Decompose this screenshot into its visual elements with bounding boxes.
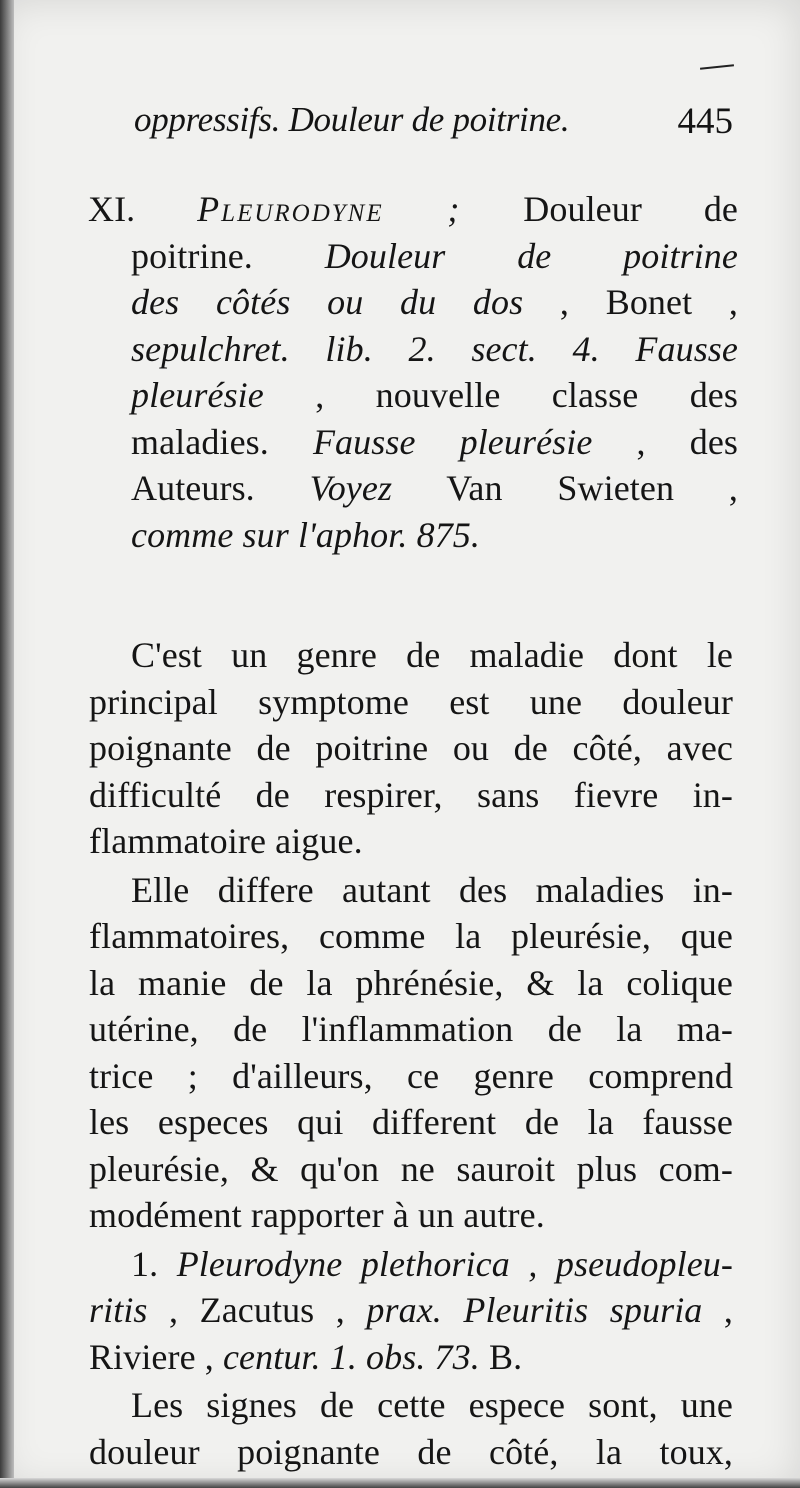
heading-text: , nouvelle classe des	[263, 375, 738, 415]
paragraph-line: difficulté de respirer, sans fievre in-	[89, 774, 733, 815]
heading-text: maladies.	[131, 421, 313, 462]
heading-line	[88, 186, 738, 233]
heading-text: Auteurs.	[131, 468, 310, 508]
species-text: ,	[702, 1290, 733, 1330]
species-citation: Pleurodyne plethorica , pseudopleu-	[176, 1243, 733, 1284]
paragraph-line: douleur poignante de côté, la toux,	[89, 1431, 733, 1472]
heading-text: Douleur de	[461, 189, 738, 229]
paragraph-line: poignante de poitrine ou de côté, avec	[89, 728, 733, 768]
species-line	[89, 1287, 733, 1334]
heading-line	[88, 233, 738, 280]
paragraph-line: principal symptome est une douleur	[89, 681, 733, 722]
disease-name: Pleurodyne ;	[197, 189, 462, 229]
running-title: oppressifs. Douleur de poitrine.	[134, 100, 570, 139]
ink-mark	[700, 64, 734, 70]
paragraph-line: la manie de la phrénésie, & la colique	[89, 962, 733, 1003]
article-heading	[88, 186, 738, 558]
paragraph-line: utérine, de l'inflammation de la ma-	[89, 1009, 733, 1049]
species-citation: prax. Pleuritis spuria	[366, 1290, 703, 1330]
paragraph-line: flammatoires, comme la pleurésie, que	[89, 916, 733, 956]
species-text: , Zacutus ,	[147, 1290, 367, 1330]
heading-line	[88, 419, 738, 466]
article-number: XI.	[88, 189, 198, 229]
heading-citation: Douleur de poitrine	[324, 235, 738, 276]
page-bottom-edge	[0, 1478, 800, 1488]
paragraph-line: Les signes de cette espece sont, une	[131, 1385, 733, 1425]
page-left-edge	[0, 0, 14, 1488]
heading-text: poitrine.	[131, 235, 325, 276]
species-line	[89, 1241, 733, 1288]
paragraph-line: modément rapporter à un autre.	[89, 1195, 545, 1235]
heading-citation: Voyez	[309, 468, 393, 508]
page-number: 445	[677, 101, 733, 142]
heading-line	[88, 372, 738, 419]
species-text: Riviere ,	[89, 1336, 223, 1377]
paragraph-line: flammatoire aigue.	[89, 821, 363, 861]
heading-citation: des côtés ou du dos	[131, 282, 524, 322]
species-citation: ritis	[89, 1290, 148, 1330]
heading-text: Van Swieten ,	[392, 468, 738, 508]
page-header	[128, 100, 733, 148]
species-text: B.	[479, 1336, 523, 1377]
paragraph-line: pleurésie, & qu'on ne sauroit plus com-	[89, 1148, 733, 1189]
paragraph-line: C'est un genre de maladie dont le	[131, 635, 733, 675]
article-body	[89, 632, 733, 1475]
heading-line: sepulchret. lib. 2. sect. 4. Fausse	[131, 328, 738, 369]
species-citation: centur. 1. obs. 73.	[222, 1336, 480, 1377]
species-line	[89, 1334, 733, 1381]
heading-citation: pleurésie	[131, 375, 264, 415]
heading-text: , Bonet ,	[523, 282, 738, 322]
heading-line: comme sur l'aphor. 875.	[131, 514, 480, 555]
heading-text: , des	[592, 421, 739, 462]
paragraph-line: les especes qui different de la fausse	[89, 1102, 733, 1142]
paragraph-line: trice ; d'ailleurs, ce genre comprend	[89, 1055, 733, 1096]
species-number: 1.	[131, 1243, 177, 1284]
heading-line	[88, 465, 738, 512]
heading-citation: Fausse pleurésie	[312, 421, 593, 462]
heading-line	[88, 279, 738, 326]
paragraph-line: Elle differe autant des maladies in-	[131, 869, 733, 910]
